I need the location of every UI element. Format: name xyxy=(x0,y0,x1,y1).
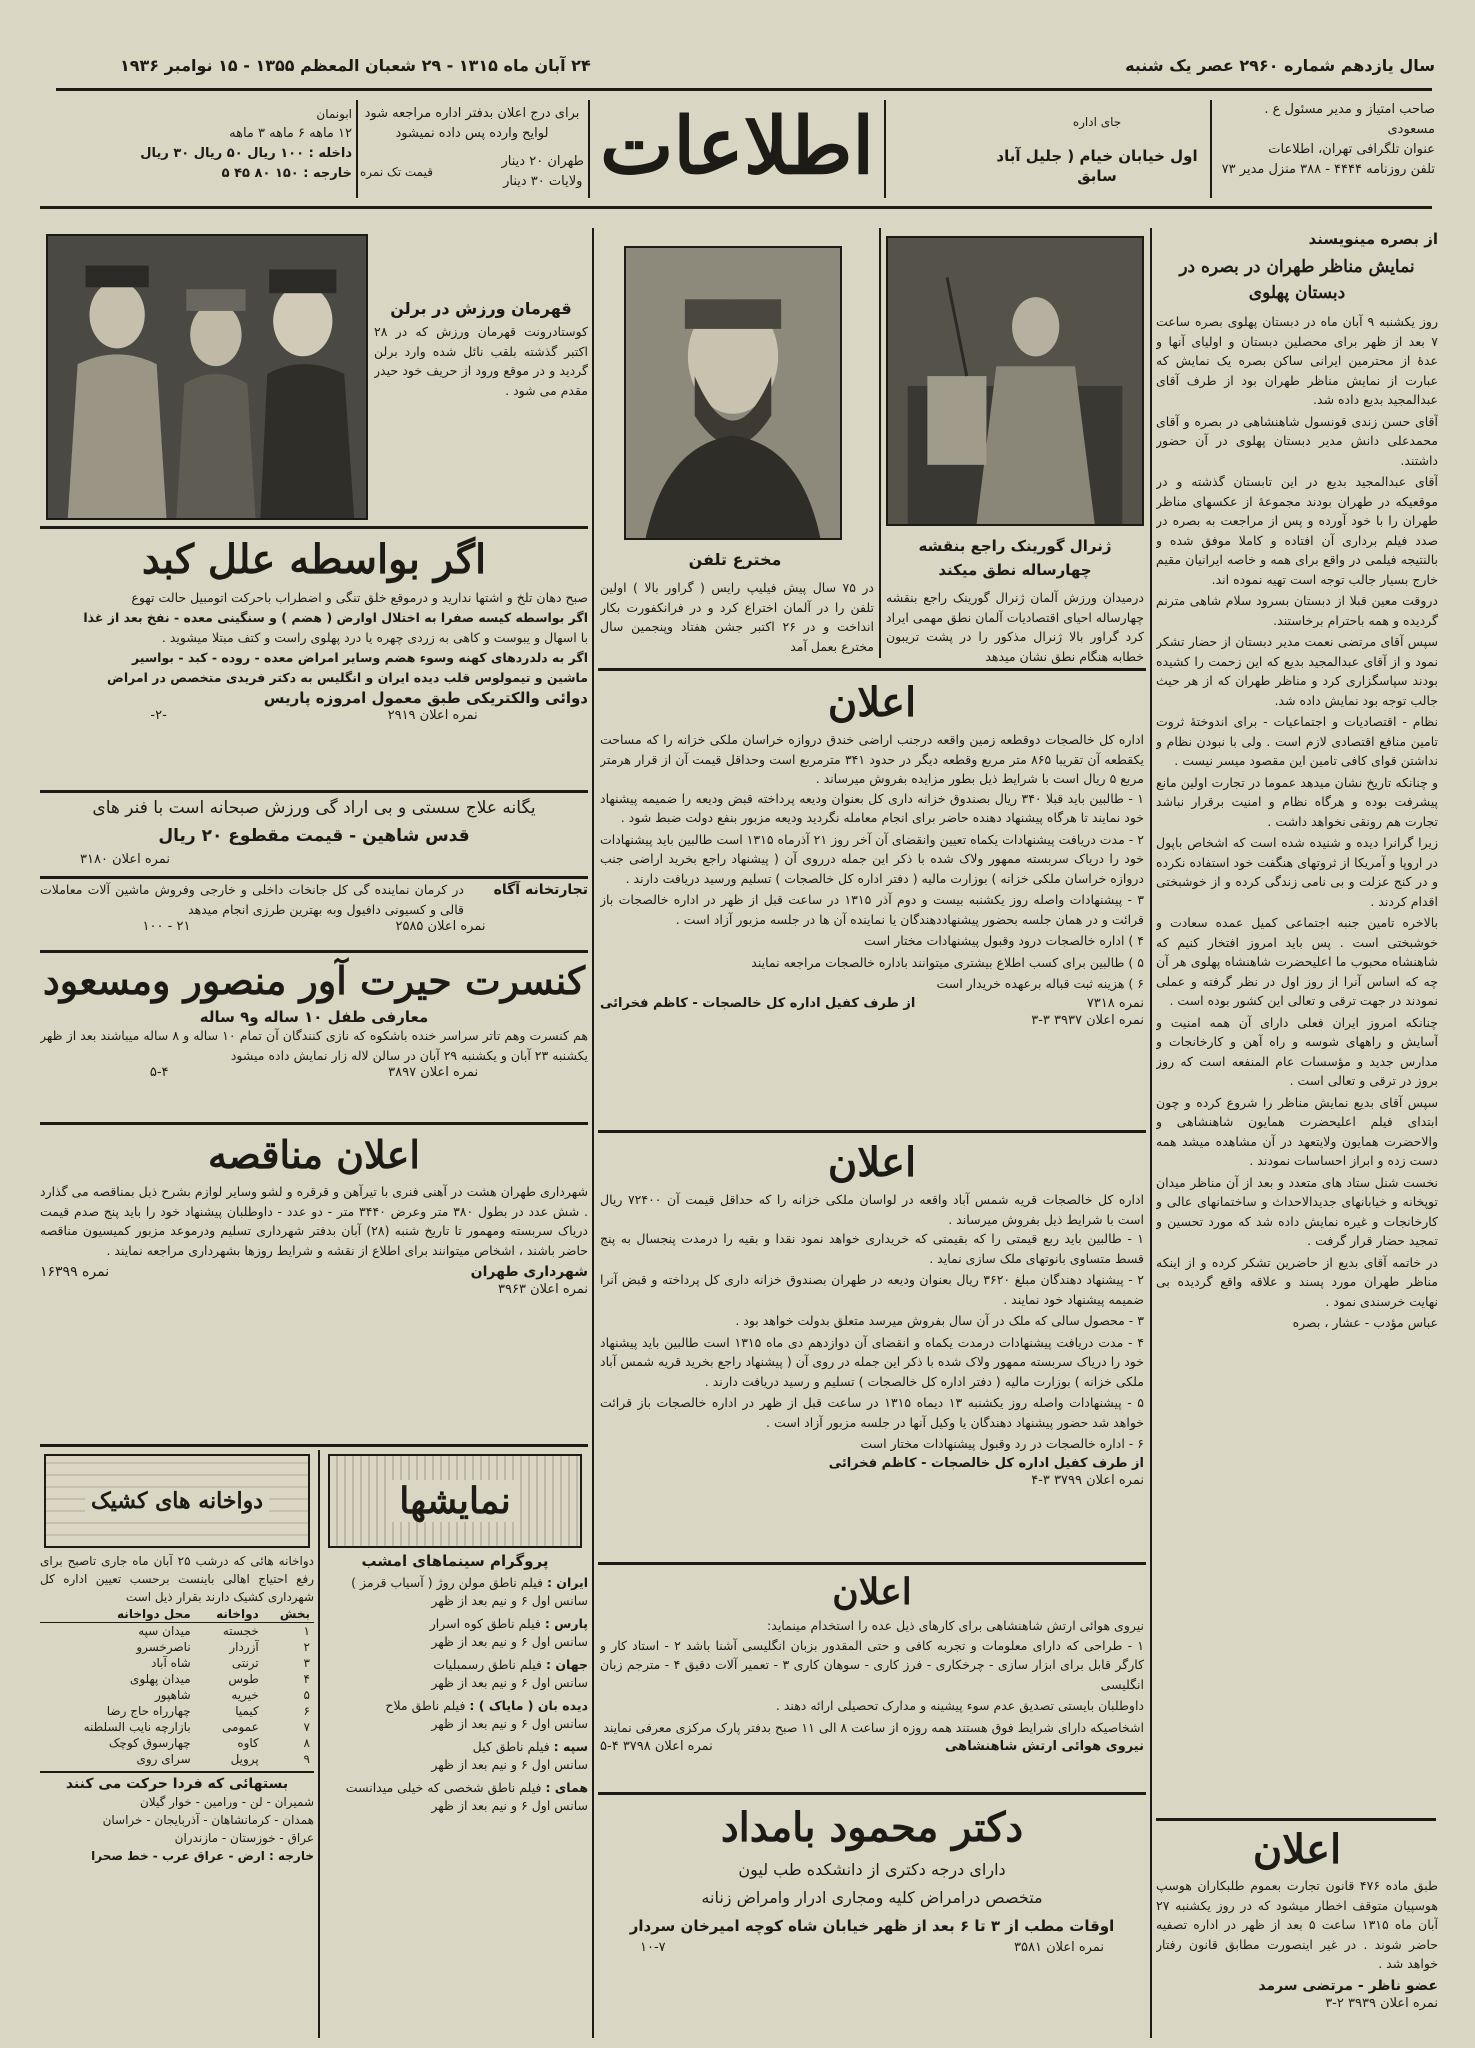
concert-subtitle: معارفی طفل ۱۰ ساله و۹ ساله xyxy=(199,1008,429,1026)
cinema-entry xyxy=(322,1574,588,1610)
table-cell: کیمیا xyxy=(235,1704,259,1718)
table-header: دواخانه xyxy=(195,1606,263,1623)
article-paragraph: و چنانکه تاریخ نشان میدهد عموما در تجارت اولین مانع پیشرفت بوده و هرگاه نظام و امنیت برقرار نباشد تجارت هم رونقی نخواهد داشت . xyxy=(1156,774,1438,829)
article-paragraph: روز یکشنبه ۹ آبان ماه در دبستان پهلوی بصره ساعت ۷ بعد از ظهر برای محصلین دبستان و اولیای آنها و عدهٔ از محترمین ایرانی ساکن بصره یک نمایش که عبارت از نمایش مناظر طهران بود از طرف آقای عبدالمجید بدیع داده شد. xyxy=(1156,314,1438,407)
price-provinces: ولایات ۳۰ دینار xyxy=(503,174,583,189)
tender-signer: شهرداری طهران xyxy=(470,1264,588,1280)
ad-title: اعلان xyxy=(827,1139,917,1186)
post-line: عراق - خوزستان - مازندران xyxy=(174,1831,314,1845)
ad-intro: اداره کل خالصجات دوقطعه زمین واقعه درجنب اراضی خندق دروازه خراسان ملکی خزانه را که مساحت یکقطعه آن تقریبا ۸۶۵ متر مربع وقطعه دیگر در حدود ۳۴۱ مترمربع است وحداقل قیمت آن از قرار هرمتر مربع ۵ ریال است با شرایط ذیل بطور مزایده بفروش میرساند . xyxy=(600,732,1144,786)
section-rule xyxy=(598,1792,1146,1795)
ad-item: داوطلبان بایستی تصدیق عدم سوء پیشینه و مدارک تحصیلی ارائه دهند . xyxy=(775,1698,1144,1713)
inventor-caption: در ۷۵ سال پیش فیلیپ رایس ( گراور بالا ) اولین تلفن را در آلمان اختراع کرد و در فرانکفورت بکار انداخت و در ۲۶ اکتبر جشن هفتاد وپنجمین سال مخترع بعمل آمد xyxy=(600,580,874,654)
pharmacy-table xyxy=(40,1606,314,1767)
ad-item: ۲ - مدت دریافت پیشنهادات یکماه تعیین وانقضای آن آخر روز ۲۱ آذرماه ۱۳۱۵ است طالبین باید پیشنهادات خود را دریاک سربسته ممهور ولاک شده با ذکر این جمله درروی آن ( پیشنهاد راجع بخرید اراضی جنب دروازه خراسان ملکی خزانه ) بوزارت مالیه ( دفتر اداره کل خالصجات ) تسلیم ورسید دریافت دارند . xyxy=(600,831,1144,886)
table-cell: ۸ xyxy=(303,1736,310,1750)
masthead-divider xyxy=(1210,100,1212,198)
ad-signer: نیروی هوائی ارتش شاهنشاهی xyxy=(945,1739,1144,1754)
ad-signer: عضو ناظر - مرتضی سرمد xyxy=(1258,1977,1438,1994)
table-cell: میدان پهلوی xyxy=(129,1672,191,1686)
trade-label: تجارتخانه آگاه xyxy=(493,882,588,898)
table-cell: ۲ xyxy=(303,1640,310,1654)
concert-text: هم کنسرت وهم تاتر سراسر خنده باشکوه که نازی کنندگان آن تمام ۱۰ ساله و ۸ ساله میباشند بعد از ظهر یکشنبه ۲۳ آبان و یکشنبه ۲۹ آبان در سالن لاله زار نمایش داده میشود xyxy=(40,1028,588,1063)
cinema-name: سپه : xyxy=(553,1739,588,1754)
table-cell: ۳ xyxy=(303,1656,310,1670)
land-sale-ad xyxy=(600,676,1144,1124)
ad-intro: اداره کل خالصجات قریه شمس آباد واقعه در لواسان ملکی خزانه را که حداقل قیمت آن ۷۲۴۰۰ ریال است با شرایط ذیل بفروش میرساند . xyxy=(600,1192,1144,1227)
issue-line: سال یازدهم شماره ۲۹۶۰ عصر یک شنبه xyxy=(1125,56,1435,75)
masthead-rule-top xyxy=(56,88,1432,91)
article-paragraph: بالاخره تامین جنبه اجتماعی کمیل عمده سعادت و خوشبختی است . پس باید امروز افتخار کنیم که شاهنشاه محبوب ما اعلیحضرت شاهنشاه پهلوی هر آن چه که اساس آنرا از روز اول در نظر گرفته و عملی نمودند در جهت ترقی و تعالی این کشور بوده است . xyxy=(1156,915,1438,1008)
ad-line: اگر بواسطه کیسه صفرا به اختلال اوارض ( هضم ) و سنگینی معده - نفخ بعد از غذا xyxy=(83,610,588,625)
ad-item: ۶ ) هزینه ثبت قباله برعهده خریدار است xyxy=(936,976,1144,991)
subscription-foreign: خارجه : ۱۵۰ ۸۰ ۴۵ ۵ xyxy=(221,166,352,181)
masthead-divider xyxy=(588,100,590,198)
cinema-name: جهان : xyxy=(546,1657,588,1672)
cinema-name: همای : xyxy=(545,1780,588,1795)
sport-headline: قهرمان ورزش در برلن xyxy=(390,299,572,318)
subscription-domestic: داخله : ۱۰۰ ریال ۵۰ ریال ۳۰ ریال xyxy=(140,146,352,161)
village-sale-ad xyxy=(600,1136,1144,1556)
doctor-name: دکتر محمود بامداد xyxy=(720,1804,1024,1851)
table-header: محل دواخانه xyxy=(40,1606,195,1623)
ad-number: نمره اعلان ۳۹۶۳ xyxy=(498,1282,588,1297)
ad-intro: نیروی هوائی ارتش شاهنشاهی برای کارهای ذیل عده را استخدام مینماید: xyxy=(767,1618,1144,1633)
ad-items xyxy=(600,789,1144,994)
cinema-times: سانس اول ۶ و نیم بعد از ظهر xyxy=(431,1716,588,1731)
cinema-title: نمایشها xyxy=(391,1480,519,1522)
table-cell: آزردار xyxy=(229,1640,259,1654)
table-row xyxy=(40,1687,314,1703)
cinema-box xyxy=(322,1450,588,2038)
article-paragraph: آقای عبدالمجید بدیع در این تابستان گذشته و در موقعیکه در طهران بودند مجموعهٔ از عکسهای مناظر طهران را با خود آورده و پس از مراجعت به بصره در صدد فیلم برداری آن افتاده و کاملا موفق شده و بالنتیجه فیلمی در واقع برای همه و خاصه ایرانیان مقیم خارج بسیار جالب توجه است تهیه نموده اند. xyxy=(1156,474,1438,587)
table-cell: ۴ xyxy=(303,1672,310,1686)
inventor-headline: مخترع تلفن xyxy=(688,550,782,569)
post-line: همدان - کرمانشاهان - آذربایجان - خراسان xyxy=(102,1813,314,1827)
masthead-divider xyxy=(884,100,886,198)
ad-number: نمره اعلان ۳۷۹۸ ۴-۵ xyxy=(600,1739,713,1754)
sport-article xyxy=(374,296,588,476)
cinema-entry xyxy=(322,1697,588,1733)
address: اول خیابان خیام ( جلیل آباد سابق xyxy=(996,147,1198,185)
ad-number: نمره اعلان ۲۵۸۵ xyxy=(395,919,486,934)
pharmacy-box xyxy=(40,1450,314,2038)
article-title: نمایش مناظر طهران در بصره در دبستان پهلوی xyxy=(1179,257,1415,303)
ad-suffix: ۱۰-۷ xyxy=(640,1940,666,1955)
section-rule xyxy=(598,1562,1146,1565)
masthead-divider xyxy=(356,100,358,198)
ad-item: ۵ ) طالبین برای کسب اطلاع بیشتری میتوانند باداره خالصجات مراجعه نمایند xyxy=(751,954,1144,970)
cinema-entry xyxy=(322,1738,588,1774)
ad-item: ۳ - محصول سالی که ملک در آن سال بفروش میرسد متعلق بدولت خواهد بود . xyxy=(735,1313,1144,1328)
ad-line: صبح دهان تلخ و اشتها ندارید و درموقع خلق تنگی و اضطراب باحرکت اتومبیل حالت تهوع xyxy=(131,590,588,605)
table-cell: چهارراه حاج رضا xyxy=(106,1704,191,1718)
owner-line-1: صاحب امتیاز و مدیر مسئول ع . مسعودی xyxy=(1264,102,1435,137)
pharmacy-text: دواخانه هائی که درشب ۲۵ آبان ماه جاری تاصبح برای رفع احتیاج اهالی باینست برحسب تعیین اداره کل شهرداری کشیک دارند بقرار ذیل است xyxy=(40,1554,314,1604)
table-cell: میدان سپه xyxy=(138,1624,191,1638)
subscription-box xyxy=(56,104,352,200)
table-row xyxy=(40,1655,314,1671)
section-rule xyxy=(1156,1818,1436,1821)
concert-title: کنسرت حیرت آور منصور ومسعود xyxy=(42,958,586,1003)
tender-text: شهرداری طهران هشت در آهنی فنری با تیرآهن و قرقره و لشو وسایر لوازم بشرح ذیل بمناقصه می گذارد . شش عدد در بطول ۳۸۰ متر وعرض ۳۴۴۰ متر - دو عدد - داوطلبان پیشنهاد خود را باید پنج صدم قیمت دریاک سربسته ومهمور تا تاریخ شنبه (۲۸) آبان بدفتر شهرداری تسلیم ودرموعد مزبور کمیسیون مناقصه حاضر باشند ، اشخاص میتوانند برای اطلاع از نقشه و شرایط روزها بشهرداری مراجعه نمایند . xyxy=(40,1184,588,1258)
table-cell: ناصرخسرو xyxy=(136,1640,191,1654)
right-column-article xyxy=(1156,230,1438,1810)
subscription-label: ابونمان xyxy=(316,107,352,121)
cinema-entry xyxy=(322,1656,588,1692)
column-rule xyxy=(318,1450,320,2038)
table-cell: ۹ xyxy=(303,1752,310,1766)
address-label: جای اداره xyxy=(1072,115,1122,129)
concert-ad xyxy=(40,954,588,1118)
doctor-line: دارای درجه دکتری از دانشکده طب لیون xyxy=(738,1860,1006,1879)
cinema-list xyxy=(322,1574,588,1815)
ad-line: یگانه علاج سستی و بی اراد گی ورزش صبحانه است با فنر های xyxy=(92,798,536,818)
table-row xyxy=(40,1671,314,1687)
table-cell: شاهپور xyxy=(155,1688,191,1702)
ad-item: ۲ - پیشنهاد دهندگان مبلغ ۳۶۲۰ ریال بعنوان ودیعه در طهران بصندوق خزانه داری کل پرداخته و قبض آنرا ضمیمه پیشنهاد خود نمایند . xyxy=(600,1272,1144,1307)
article-byline: عباس مؤدب - عشار ، بصره xyxy=(1292,1315,1438,1330)
section-rule xyxy=(598,668,1146,671)
ad-item: ۱ - طراحی که دارای معلومات و تجربه کافی و حتی المقدور بزبان انگلیسی آشنا باشد ۲ - استاد کار و کارگر قابل برای ابزار سازی - چرخکاری - فرز کاری - سوهان کاری ۳ - تعمیر آلات دقیق ۴ - مترجم زبان انگلیسی xyxy=(600,1637,1144,1692)
cinema-film: فیلم ناطق ملاح xyxy=(385,1698,466,1713)
ad-suffix: -۲- xyxy=(150,708,167,723)
ad-line: اگر به دلدردهای کهنه وسوء هضم وسایر امراض معده - روده - کبد - بواسیر xyxy=(132,650,588,665)
column-rule xyxy=(1150,228,1152,2038)
table-cell: ۱ xyxy=(303,1624,310,1638)
ad-suffix: ۵-۴ xyxy=(149,1065,169,1080)
table-row xyxy=(40,1639,314,1655)
cinema-name: پارس : xyxy=(544,1616,588,1631)
owner-box xyxy=(1215,100,1435,200)
article-kicker: از بصره مینویسند xyxy=(1308,230,1438,248)
post-line: شمیران - لن - ورامین - خوار گیلان xyxy=(139,1795,314,1809)
column-rule xyxy=(879,228,881,658)
cinema-name: دیده بان ( مایاک ) : xyxy=(469,1698,588,1713)
article-paragraph: نخست شنل ستاد های متعدد و بعد از آن مناظر میدان توپخانه و خیابانهای جدیدالاحداث و ساختمانهای عالی و کارخانجات و غیره نمایش داده شد که مورد تحسین و تمجید حضار قرار گرفت . xyxy=(1156,1174,1438,1248)
section-rule xyxy=(40,876,588,879)
ad-item: ۱ - طالبین باید ربع قیمتی را که بقیمتی که خریداری خواهد نمود نقدا و بقیه را درمدت پنجسال به پنج قسط متساوی بانوتهای ملک سازی نماید . xyxy=(600,1231,1144,1266)
ad-item: ۴ ) اداره خالصجات درود وقبول پیشنهادات مختار است xyxy=(864,933,1144,948)
ad-line: قدس شاهین - قیمت مقطوع ۲۰ ریال xyxy=(158,826,470,846)
table-row xyxy=(40,1719,314,1735)
section-rule xyxy=(40,950,588,953)
pharmacy-banner xyxy=(44,1454,310,1548)
cinema-entry xyxy=(322,1779,588,1815)
ad-number: نمره اعلان ۲۹۱۹ xyxy=(387,708,478,723)
ad-line: با اسهال و یبوست و کاهی به زردی چهره یا درد پهلوی راست و کتف مبتلا میشوید . xyxy=(161,630,588,645)
ad-info-line-1: برای درج اعلان بدفتر اداره مراجعه شود xyxy=(364,106,580,121)
owner-line-2: عنوان تلگرافی تهران، اطلاعات xyxy=(1268,142,1435,157)
ad-suffix: ۲۱ - ۱۰۰ xyxy=(142,919,191,934)
cinema-times: سانس اول ۶ و نیم بعد از ظهر xyxy=(431,1593,588,1608)
table-cell: ۷ xyxy=(303,1720,310,1734)
ad-signer: از طرف کفیل اداره کل خالصجات - کاظم فخرائی xyxy=(828,1455,1144,1471)
inventor-photo xyxy=(624,246,842,540)
ad-info-line-2: لوایح وارده پس داده نمیشود xyxy=(395,126,549,141)
owner-line-3: تلفن روزنامه ۴۴۴۴ - ۳۸۸ منزل مدیر ۷۳ xyxy=(1221,162,1435,177)
cinema-times: سانس اول ۶ و نیم بعد از ظهر xyxy=(431,1798,588,1813)
section-rule xyxy=(40,1122,588,1125)
price-label: قیمت تک نمره xyxy=(360,165,433,179)
cinema-banner xyxy=(328,1454,582,1548)
ad-number: نمره اعلان ۳۷۹۹ ۳-۴ xyxy=(1031,1472,1144,1488)
table-header-row xyxy=(40,1606,314,1623)
tender-ref: نمره ۱۶۳۹۹ xyxy=(40,1264,110,1280)
article-paragraph: سپس آقای مرتضی نعمت مدیر دبستان از حضار تشکر نمود و از آقای عبدالمجید بدیع که این زحمت را کشیده بودند سپاسگزاری کرد و مناظر طهران که از هر حیث جالب توجه بود نمایش داده شد. xyxy=(1156,634,1438,708)
table-cell: ۵ xyxy=(303,1688,310,1702)
pharmacy-title: دواخانه های کشیک xyxy=(85,1488,269,1514)
article-paragraph: نظام - اقتصادیات و اجتماعیات - برای اندوختهٔ ثروت تامین منافع اقتصادی لازم است . ولی با نبودن نظام و نداشتن قوای کافی تامین این مقصود میسر نیست . xyxy=(1156,714,1438,768)
general-caption: درمیدان ورزش آلمان ژنرال گورینک راجع بنقشه چهارساله احیای اقتصادیات آلمان نطق مهمی ایراد کرد گراور بالا ژنرال مذکور را در پشت تریبون خطابه هنگام نطق نشان میدهد xyxy=(886,590,1144,664)
trade-text: در کرمان نماینده گی کل جانخات داخلی و خارجی وفروش ماشین آلات معاملات قالی و کسیونی دافیول وبه بهترین طرزی انجام میدهد xyxy=(40,882,464,917)
table-row xyxy=(40,1735,314,1751)
section-rule xyxy=(40,1444,588,1447)
ad-signer: از طرف کفیل اداره کل خالصجات - کاظم فخرائی xyxy=(600,995,916,1011)
table-cell: چهارسوق کوچک xyxy=(108,1736,191,1750)
ad-number: نمره اعلان ۳۵۸۱ xyxy=(1014,1940,1104,1955)
ad-number: نمره اعلان ۳۹۳۹ ۲-۳ xyxy=(1325,1995,1438,2011)
doctor-line: اوقات مطب از ۳ تا ۶ بعد از ظهر خیابان شاه کوچه امیرخان سردار xyxy=(629,1917,1115,1935)
article-paragraph: چنانکه امروز ایران فعلی دارای آن همه امنیت و آسایش و راههای شوسه و راه آهن و کارخانجات و مدارس جدید و مؤسسات عام المنفعه است که روز بروز در ترقی و تعالی است . xyxy=(1156,1014,1438,1088)
ad-line: دوائی والکتریکی طبق معمول امروزه پاریس xyxy=(263,689,588,707)
ad-number: نمره اعلان ۳۱۸۰ xyxy=(80,852,170,867)
cinema-entry xyxy=(322,1615,588,1651)
table-cell: طوس xyxy=(228,1672,259,1686)
table-row xyxy=(40,1751,314,1767)
masthead-rule-bottom xyxy=(40,206,1432,209)
sport-text: کوستادرونت قهرمان ورزش که در ۲۸ اکتبر گذشته بلقب نائل شده وارد برلن گردید و در موقع ورود از حریف خود حیدر مقدم می شود . xyxy=(374,324,588,398)
cinema-times: سانس اول ۶ و نیم بعد از ظهر xyxy=(431,1675,588,1690)
cinema-film: فیلم ناطق مولن روژ ( آسیاب قرمز ) xyxy=(351,1575,543,1590)
ad-number: نمره اعلان ۳۹۳۷ ۳-۳ xyxy=(1031,1012,1144,1028)
article-paragraph: در خاتمه آقای بدیع از حاضرین تشکر کرده و از اینکه مناظر طهران مورد پسند و علاقه واقع گردیده بی نهایت خرسندی نمود . xyxy=(1156,1254,1438,1309)
ad-items xyxy=(600,1636,1144,1738)
article-body xyxy=(1156,312,1438,1333)
ad-body: طبق ماده ۴۷۶ قانون تجارت بعموم طلبکاران هوسپ هوسپیان متوقف اخطار میشود که در روز یکشنبه ۲۷ آبان ماه ۱۳۱۵ ساعت ۵ بعد از ظهر در اداره تصفیه حاضر شوند . در غیر اینصورت مطابق قانون رفتار خواهد شد . xyxy=(1156,1878,1438,1971)
ad-title: اگر بواسطه علل کبد xyxy=(141,536,487,583)
tender-ad xyxy=(40,1128,588,1440)
ad-title: اعلان xyxy=(1252,1826,1342,1873)
table-cell: سرای روی xyxy=(136,1752,191,1766)
table-cell: عمومی xyxy=(222,1720,259,1734)
table-cell: بازارچه نایب السلطنه xyxy=(83,1720,191,1734)
cinema-film: فیلم ناطق کوه اسرار xyxy=(429,1616,541,1631)
ad-item: ۵ - پیشنهادات واصله روز یکشنبه ۱۳ دیماه ۱۳۱۵ در ساعت قبل از ظهر در اداره خالصجات باز قرائت خواهد شد حضور پیشنهاد دهندگان یا وکیل آنها در جلسه مزبور آزاد است . xyxy=(600,1395,1144,1430)
general-headline: ژنرال گورینک راجع بنقشه چهارساله نطق میکند xyxy=(918,537,1112,579)
address-box xyxy=(987,112,1207,202)
ad-body xyxy=(40,588,588,708)
section-rule xyxy=(40,526,588,529)
table-header: بخش xyxy=(263,1606,314,1623)
right-bottom-ad xyxy=(1156,1824,1438,2038)
cinema-name: ایران : xyxy=(546,1575,588,1590)
article-paragraph: آقای حسن زندی قونسول شاهنشاهی در بصره و آقای محمدعلی دانش مدیر دبستان پهلوی در آن حضور داشتند. xyxy=(1156,413,1438,468)
doctor-ad xyxy=(600,1800,1144,2000)
ad-item: ۱ - طالبین باید قبلا ۳۴۰ ریال بصندوق خزانه داری کل بعنوان ودیعه پرداخته قبض ودیعه را ضمیمه پیشنهاد خود نمایند تا هرگاه پیشنهاد دهنده حاضر برای انجام معامله نگردید ودیعه مزبور بنفع دولت ضبط شود . xyxy=(600,790,1144,825)
section-rule xyxy=(598,1130,1146,1133)
ad-item: اشخاصیکه دارای شرایط فوق هستند همه روزه از ساعت ۸ الی ۱۱ صبح بدفتر پارک مرکزی معرفی نمایند xyxy=(603,1719,1144,1735)
cinema-times: سانس اول ۶ و نیم بعد از ظهر xyxy=(431,1634,588,1649)
trade-ad xyxy=(40,880,588,946)
exercise-ad xyxy=(40,794,588,872)
post-title: بستهائی که فردا حرکت می کنند xyxy=(65,1776,289,1792)
doctor-line: متخصص درامراض کلیه ومجاری ادرار وامراض زنانه xyxy=(701,1888,1043,1907)
cinema-subtitle: پروگرام سینماهای امشب xyxy=(361,1552,549,1570)
table-cell: شاه آباد xyxy=(151,1656,191,1670)
ad-number: نمره اعلان ۳۸۹۷ xyxy=(388,1065,479,1080)
tender-title: اعلان مناقصه xyxy=(208,1132,420,1177)
article-paragraph: سپس آقای بدیع نمایش مناظر را شروع کرده و چون ابتدای فیلم اعلیحضرت همایون شاهنشاهی و والاحضرت همایون ولایتعهد در آن مشاهده میشد همه دست زده و ابراز احساسات نمودند . xyxy=(1156,1094,1438,1168)
cinema-film: فیلم ناطق شخصی که خیلی میدانست xyxy=(345,1780,542,1795)
ad-item: ۶ - اداره خالصجات در رد وقبول پیشنهادات مختار است xyxy=(860,1436,1144,1451)
ad-ref: نمره ۷۳۱۸ xyxy=(1086,995,1144,1011)
ad-title: اعلان xyxy=(827,679,917,726)
ad-line: ماشین و تیمولوس قلب دیده ایران و انگلیس به دکتر فریدی متخصص در امراض xyxy=(107,670,588,685)
table-cell: خجسته xyxy=(222,1624,259,1638)
article-paragraph: دروقت معین قبلا از دبستان بسرود سلام شاهی مترنم گردیده و همه باحترام برخاستند. xyxy=(1156,593,1438,628)
cinema-film: فیلم ناطق کیل xyxy=(472,1739,550,1754)
liver-ad xyxy=(40,532,588,786)
table-row xyxy=(40,1623,314,1640)
post-box xyxy=(40,1771,314,1865)
table-cell: کاوه xyxy=(237,1736,259,1750)
masthead-title: اطلاعات xyxy=(599,101,875,192)
ad-items xyxy=(600,1229,1144,1454)
date-line: ۲۴ آبان ماه ۱۳۱۵ - ۲۹ شعبان المعظم ۱۳۵۵ - ۱۵ نوامبر ۱۹۳۶ xyxy=(120,56,591,75)
subscription-header: ۱۲ ماهه ۶ ماهه ۳ ماهه xyxy=(229,126,352,141)
ad-title: اعلان xyxy=(832,1571,912,1613)
ad-info-box xyxy=(360,104,584,200)
post-line: خارجه : ارض - عراق عرب - خط صحرا xyxy=(91,1849,314,1863)
table-cell: ترنتی xyxy=(231,1656,259,1670)
ad-item: ۳ - پیشنهادات واصله روز یکشنبه بیست و دوم آذر ۱۳۱۵ در ساعت قبل از ظهر در اداره خالصجات باز قرائت و در همان جلسه بحضور پیشنهاددهندگان یا نماینده آن ها در جلسه مزبور آزاد است . xyxy=(600,892,1144,927)
article-paragraph: زیرا گرانرا دیده و شنیده شده است که اشخاص باپول در اروپا و آمریکا از ثروتهای هنگفت خود استفاده نکرده و در کنج عزلت و بی نامی زندگی کرده و از خوشبختی اقدام کردند . xyxy=(1156,835,1438,909)
table-cell: ۶ xyxy=(303,1704,310,1718)
section-rule xyxy=(40,790,588,793)
cinema-times: سانس اول ۶ و نیم بعد از ظهر xyxy=(431,1757,588,1772)
cinema-film: فیلم ناطق رسمبلیات xyxy=(433,1657,543,1672)
column-rule xyxy=(592,228,594,2038)
sport-photo xyxy=(46,234,368,520)
price-tehran: طهران ۲۰ دینار xyxy=(501,154,584,169)
airforce-ad xyxy=(600,1568,1144,1786)
table-cell: خیریه xyxy=(231,1688,259,1702)
table-cell: پرویل xyxy=(230,1752,259,1766)
ad-item: ۴ - مدت دریافت پیشنهادات درمدت یکماه و انقضای آن دوازدهم دی ماه ۱۳۱۵ است طالبین باید پیشنهاد خود را دریاک سربسته ممهور ولاک شده با ذکر این جمله در روی آن ( پیشنهاد راجع بخرید قریه شمس آباد ملکی خزانه ) بوزارت مالیه ( دفتر اداره کل خالصجات ) تسلیم و رسید دریافت دارند . xyxy=(600,1334,1144,1389)
table-row xyxy=(40,1703,314,1719)
general-photo xyxy=(886,236,1144,526)
